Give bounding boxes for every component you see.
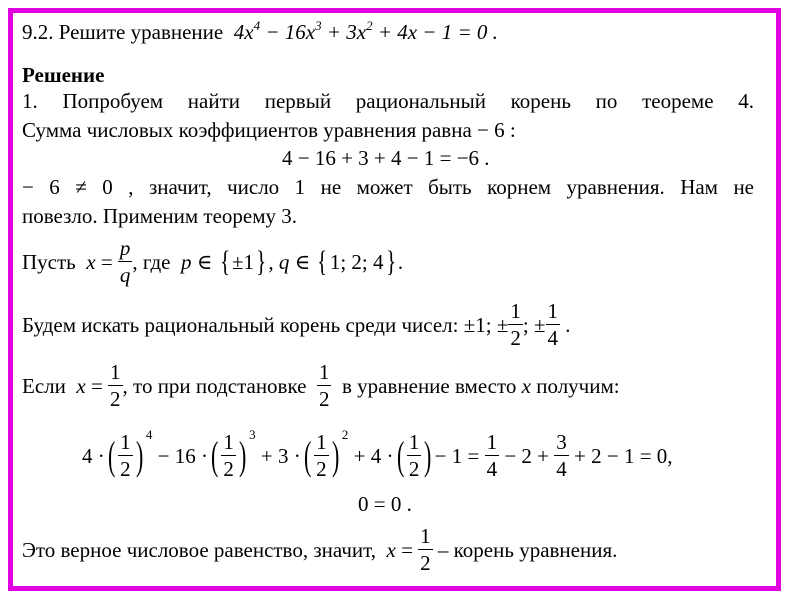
let-prefix: Пусть <box>22 249 76 274</box>
term-minus-one: − 1 = <box>434 443 480 468</box>
if-end-a: в уравнение вместо <box>341 373 517 398</box>
fraction-one-half: $\frac{1}{2}$ <box>120 430 131 481</box>
problem-equation: $4x^4 - 16x^3 + 3x^2 + 4x - 1 = 0$ . <box>233 18 498 44</box>
let-x: x <box>86 249 96 274</box>
search-text: Будем искать рациональный корень среди чисел: ±1; ± <box>22 312 509 337</box>
q-set: 1; 2; 4 <box>329 249 384 274</box>
let-line: Пусть x = $\frac{p}{q}$ , где p ∈ { ±1 } , q ∈ { 1; 2; 4 } . <box>22 236 404 287</box>
p-in: p ∈ <box>181 249 213 274</box>
fraction-one-half: $\frac{1}{2}$ <box>510 299 521 350</box>
sum-equation: 4 − 16 + 3 + 4 − 1 = −6 . <box>282 146 490 170</box>
term-coef-4: 4 · <box>82 443 105 468</box>
fraction-one-half: $\frac{1}{2}$ <box>420 524 431 575</box>
fraction-one-half: $\frac{1}{2}$ <box>318 360 330 411</box>
fraction-three-quarters: $\frac{3}{4}$ <box>556 430 567 481</box>
para2-line1: − 6 ≠ 0 , значит, число 1 не может быть корнем уравнения. Нам не <box>22 175 754 199</box>
let-eq: = <box>100 249 113 274</box>
fraction-one-quarter: $\frac{1}{4}$ <box>547 299 558 350</box>
term-coef-16: − 16 · <box>157 443 208 468</box>
para2-line2: повезло. Применим теорему 3. <box>22 204 298 228</box>
term-minus-two: − 2 + <box>504 443 550 468</box>
p-set: ±1 <box>231 249 254 274</box>
fraction-one-half: $\frac{1}{2}$ <box>223 430 234 481</box>
problem-text: Решите уравнение <box>58 20 224 44</box>
term-result: + 2 − 1 = 0, <box>574 443 673 468</box>
search-end: . <box>565 312 571 337</box>
if-eq: = <box>90 373 103 398</box>
para1-line1: 1. Попробуем найти первый рациональный корень по теореме 4. <box>22 89 754 113</box>
search-sep: ; ± <box>522 312 546 337</box>
zero-equation: 0 = 0 . <box>358 492 412 516</box>
exponent-3: 3 <box>249 426 256 442</box>
fraction-one-half: $\frac{1}{2}$ <box>316 430 327 481</box>
conclusion-text-a: Это верное числовое равенство, значит, <box>22 537 376 562</box>
if-end-b: получим: <box>536 373 620 398</box>
problem-statement <box>22 18 498 44</box>
if-line <box>22 358 620 414</box>
if-prefix: Если <box>22 373 66 398</box>
conclusion-text-b: – корень уравнения. <box>437 537 618 562</box>
exponent-2: 2 <box>341 426 349 442</box>
q-in: , q ∈ <box>268 249 311 274</box>
problem-number: 9.2. <box>22 20 54 44</box>
conclusion-line <box>22 522 617 578</box>
conclusion-x: x <box>386 537 396 562</box>
substitution-equation: 4 · ( $\frac{1}{2}$ ) $^4$ − 16 · ( $\frac{1}{2}$ ) $^3$ + 3 · ( $\frac{1}{2}$ ) $^2$ + 4 · ( $\frac{1}{2}$ ) − 1 = $\frac{1}{4}$ − 2 + $\frac{3}{4}$ + 2 − 1 = 0, <box>82 426 673 481</box>
fraction-one-quarter: $\frac{1}{4}$ <box>486 430 498 481</box>
if-mid: , то при подстановке <box>122 373 307 398</box>
if-end-x: x <box>521 373 531 398</box>
fraction-one-half: $\frac{1}{2}$ <box>408 430 420 481</box>
para1-line2: Сумма числовых коэффициентов уравнения равна − 6 : <box>22 118 516 142</box>
exponent-4: 4 <box>145 426 153 442</box>
solution-heading: Решение <box>22 63 105 87</box>
term-coef-4b: + 4 · <box>353 443 394 468</box>
term-coef-3: + 3 · <box>260 443 301 468</box>
fraction-one-half: $\frac{1}{2}$ <box>110 360 121 411</box>
fraction-p-over-q: $\frac{p}{q}$ <box>119 236 131 287</box>
if-x: x <box>76 373 86 398</box>
search-line <box>22 297 571 353</box>
let-where: , где <box>132 249 171 274</box>
conclusion-eq: = <box>401 537 413 562</box>
